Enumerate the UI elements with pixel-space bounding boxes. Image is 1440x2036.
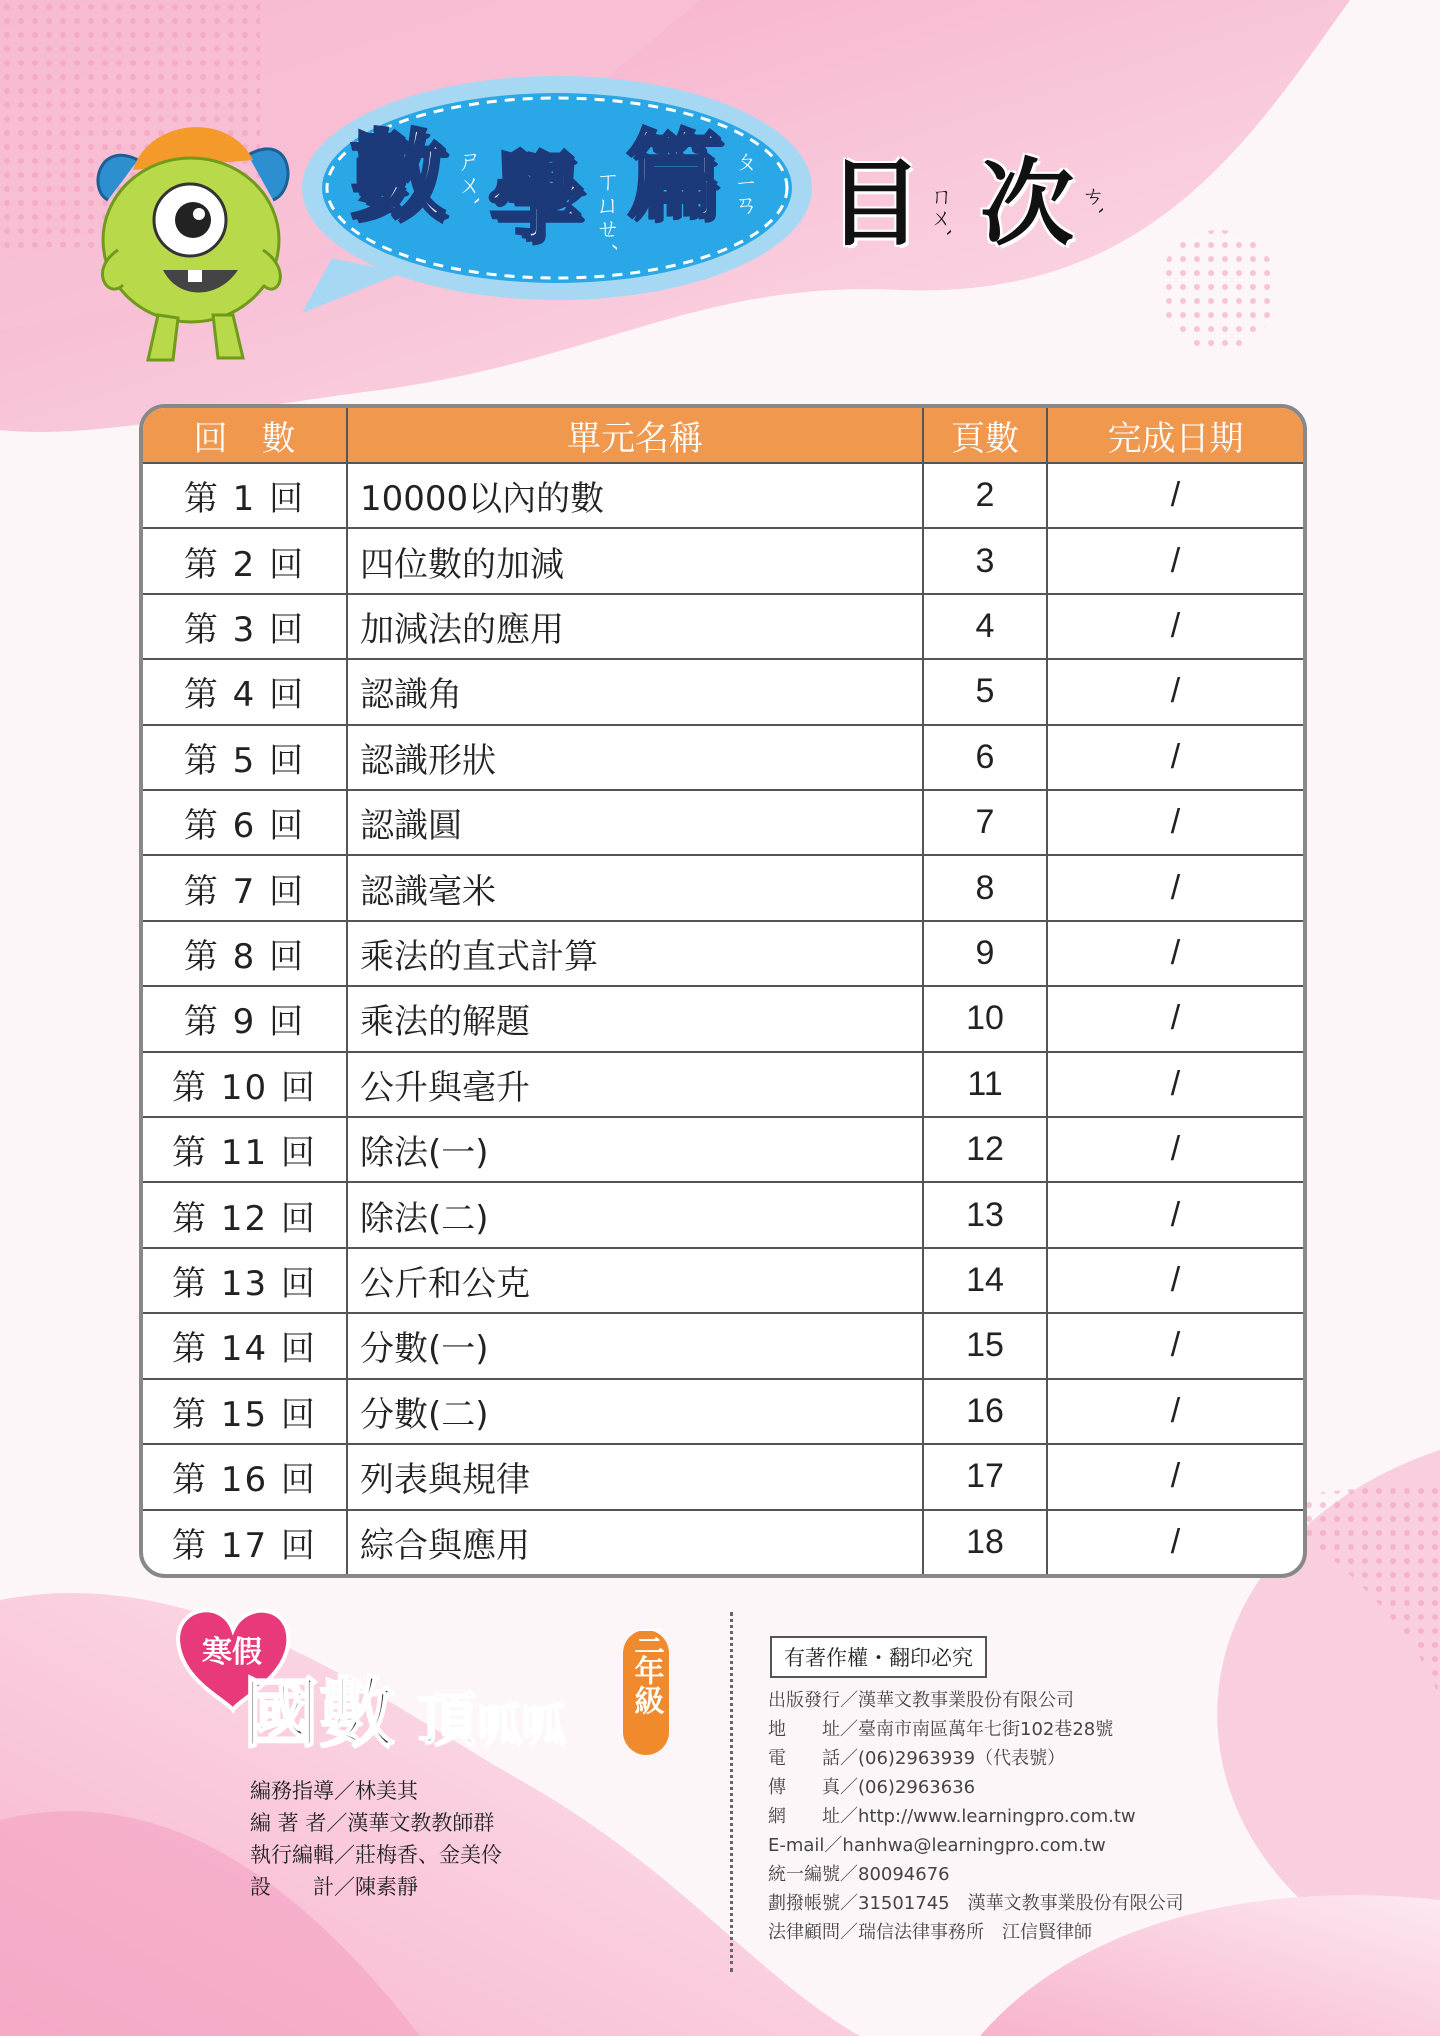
completion-date-cell: / <box>1047 986 1303 1051</box>
unit-name-cell: 除法(二) <box>347 1182 923 1247</box>
title-char: 數 <box>350 120 446 232</box>
publisher-line: 網 址／http://www.learningpro.com.tw <box>768 1806 1136 1827</box>
title-char: 學 <box>488 142 584 254</box>
lesson-number-cell: 第 8 回 <box>143 921 347 986</box>
completion-date-cell: / <box>1047 659 1303 724</box>
unit-name-cell: 認識角 <box>347 659 923 724</box>
table-row <box>143 659 1303 724</box>
logo-badge-text: 寒假 <box>202 1635 262 1670</box>
completion-date-cell: / <box>1047 725 1303 790</box>
table-of-contents <box>139 404 1307 1578</box>
credit-line: 編 著 者／漢華文教教師群 <box>250 1811 495 1835</box>
lesson-number-cell: 第 9 回 <box>143 986 347 1051</box>
subtitle-char: 目 <box>828 150 923 259</box>
logo-title2-text: 頂 <box>418 1686 477 1754</box>
unit-name-cell: 分數(一) <box>347 1313 923 1378</box>
lesson-number-cell: 第 3 回 <box>143 594 347 659</box>
completion-date-cell: / <box>1047 921 1303 986</box>
page-number-cell: 15 <box>923 1313 1047 1378</box>
page-number-cell: 9 <box>923 921 1047 986</box>
publisher-info <box>768 1686 1184 1947</box>
table-header-row <box>143 408 1303 463</box>
table-row <box>143 921 1303 986</box>
page-number-cell: 11 <box>923 1052 1047 1117</box>
table-row <box>143 1248 1303 1313</box>
page-number-cell: 2 <box>923 463 1047 528</box>
completion-date-cell: / <box>1047 594 1303 659</box>
page-number-cell: 18 <box>923 1510 1047 1575</box>
table-row <box>143 594 1303 659</box>
page-number-cell: 14 <box>923 1248 1047 1313</box>
logo-grade-text: 三年級 <box>628 1625 664 1715</box>
table-row <box>143 1117 1303 1182</box>
completion-date-cell: / <box>1047 528 1303 593</box>
table-row <box>143 1510 1303 1575</box>
page-number-cell: 6 <box>923 725 1047 790</box>
completion-date-cell: / <box>1047 1510 1303 1575</box>
contents-title <box>828 150 1105 259</box>
publisher-line: 傳 真／(06)2963636 <box>768 1777 976 1798</box>
unit-name-cell: 四位數的加減 <box>347 528 923 593</box>
page-number-cell: 17 <box>923 1444 1047 1509</box>
unit-name-cell: 公斤和公克 <box>347 1248 923 1313</box>
credit-line: 設 計／陳素靜 <box>250 1875 418 1899</box>
page-number-cell: 10 <box>923 986 1047 1051</box>
unit-name-cell: 乘法的直式計算 <box>347 921 923 986</box>
page-number-cell: 8 <box>923 855 1047 920</box>
credit-line: 執行編輯／莊梅香、金美伶 <box>250 1843 502 1867</box>
unit-name-cell: 認識形狀 <box>347 725 923 790</box>
title-char: 篇 <box>626 120 722 232</box>
page-number-cell: 3 <box>923 528 1047 593</box>
page-number-cell: 13 <box>923 1182 1047 1247</box>
unit-name-cell: 列表與規律 <box>347 1444 923 1509</box>
completion-date-cell: / <box>1047 1117 1303 1182</box>
lesson-number-cell: 第 13 回 <box>143 1248 347 1313</box>
lesson-number-cell: 第 7 回 <box>143 855 347 920</box>
logo-title-text: 國數 <box>243 1669 395 1758</box>
table-row <box>143 1379 1303 1444</box>
page-number-cell: 4 <box>923 594 1047 659</box>
title-zhuyin: ㄒㄩㄝˊ <box>591 168 620 252</box>
unit-name-cell: 分數(二) <box>347 1379 923 1444</box>
table-row <box>143 790 1303 855</box>
column-header-lesson: 回 數 <box>143 408 347 463</box>
unit-name-cell: 乘法的解題 <box>347 986 923 1051</box>
table-row <box>143 1444 1303 1509</box>
table-row <box>143 528 1303 593</box>
completion-date-cell: / <box>1047 463 1303 528</box>
copyright-notice: 有著作權・翻印必究 <box>770 1636 987 1678</box>
page-number-cell: 7 <box>923 790 1047 855</box>
lesson-number-cell: 第 15 回 <box>143 1379 347 1444</box>
publisher-line: 法律顧問／瑞信法律事務所 江信賢律師 <box>768 1922 1092 1943</box>
page-number-cell: 5 <box>923 659 1047 724</box>
page-number-cell: 16 <box>923 1379 1047 1444</box>
lesson-number-cell: 第 5 回 <box>143 725 347 790</box>
completion-date-cell: / <box>1047 1379 1303 1444</box>
winter-vacation-book-logo <box>128 1600 678 1770</box>
subtitle-zhuyin: ㄘˋ <box>1079 184 1105 217</box>
unit-name-cell: 10000以內的數 <box>347 463 923 528</box>
table-row <box>143 1052 1303 1117</box>
publisher-line: 統一編號／80094676 <box>768 1864 950 1885</box>
table-row <box>143 855 1303 920</box>
lesson-number-cell: 第 16 回 <box>143 1444 347 1509</box>
lesson-number-cell: 第 14 回 <box>143 1313 347 1378</box>
subtitle-char: 次 <box>980 150 1075 259</box>
completion-date-cell: / <box>1047 1313 1303 1378</box>
column-header-completion-date: 完成日期 <box>1047 408 1303 463</box>
dotted-divider <box>730 1612 733 1972</box>
publisher-line: E-mail／hanhwa@learningpro.com.tw <box>768 1835 1106 1856</box>
lesson-number-cell: 第 10 回 <box>143 1052 347 1117</box>
subtitle-zhuyin: ㄇㄨˋ <box>927 184 953 239</box>
publisher-line: 電 話／(06)2963939（代表號） <box>768 1748 1066 1769</box>
unit-name-cell: 綜合與應用 <box>347 1510 923 1575</box>
title-zhuyin: ㄕㄨˋ <box>453 148 482 208</box>
lesson-number-cell: 第 17 回 <box>143 1510 347 1575</box>
publisher-line: 地 址／臺南市南區萬年七街102巷28號 <box>768 1719 1114 1740</box>
unit-name-cell: 公升與毫升 <box>347 1052 923 1117</box>
lesson-number-cell: 第 4 回 <box>143 659 347 724</box>
table-row <box>143 725 1303 790</box>
unit-name-cell: 認識毫米 <box>347 855 923 920</box>
monster-mascot <box>78 100 308 370</box>
completion-date-cell: / <box>1047 1052 1303 1117</box>
table-row <box>143 463 1303 528</box>
completion-date-cell: / <box>1047 790 1303 855</box>
lesson-number-cell: 第 1 回 <box>143 463 347 528</box>
publisher-line: 出版發行／漢華文教事業股份有限公司 <box>768 1690 1074 1711</box>
unit-name-cell: 認識圓 <box>347 790 923 855</box>
table-row <box>143 1182 1303 1247</box>
lesson-number-cell: 第 6 回 <box>143 790 347 855</box>
math-section-title <box>350 120 760 254</box>
lesson-number-cell: 第 2 回 <box>143 528 347 593</box>
column-header-page: 頁數 <box>923 408 1047 463</box>
lesson-number-cell: 第 12 回 <box>143 1182 347 1247</box>
title-zhuyin: ㄆㄧㄢ <box>729 148 758 216</box>
logo-title3-text: 呱呱 <box>478 1700 566 1751</box>
completion-date-cell: / <box>1047 1444 1303 1509</box>
table-row <box>143 986 1303 1051</box>
editorial-credits <box>250 1775 502 1903</box>
table-row <box>143 1313 1303 1378</box>
completion-date-cell: / <box>1047 1248 1303 1313</box>
unit-name-cell: 除法(一) <box>347 1117 923 1182</box>
credit-line: 編務指導／林美其 <box>250 1779 418 1803</box>
page-number-cell: 12 <box>923 1117 1047 1182</box>
lesson-number-cell: 第 11 回 <box>143 1117 347 1182</box>
completion-date-cell: / <box>1047 855 1303 920</box>
unit-name-cell: 加減法的應用 <box>347 594 923 659</box>
publisher-line: 劃撥帳號／31501745 漢華文教事業股份有限公司 <box>768 1893 1184 1914</box>
column-header-unit-name: 單元名稱 <box>347 408 923 463</box>
completion-date-cell: / <box>1047 1182 1303 1247</box>
